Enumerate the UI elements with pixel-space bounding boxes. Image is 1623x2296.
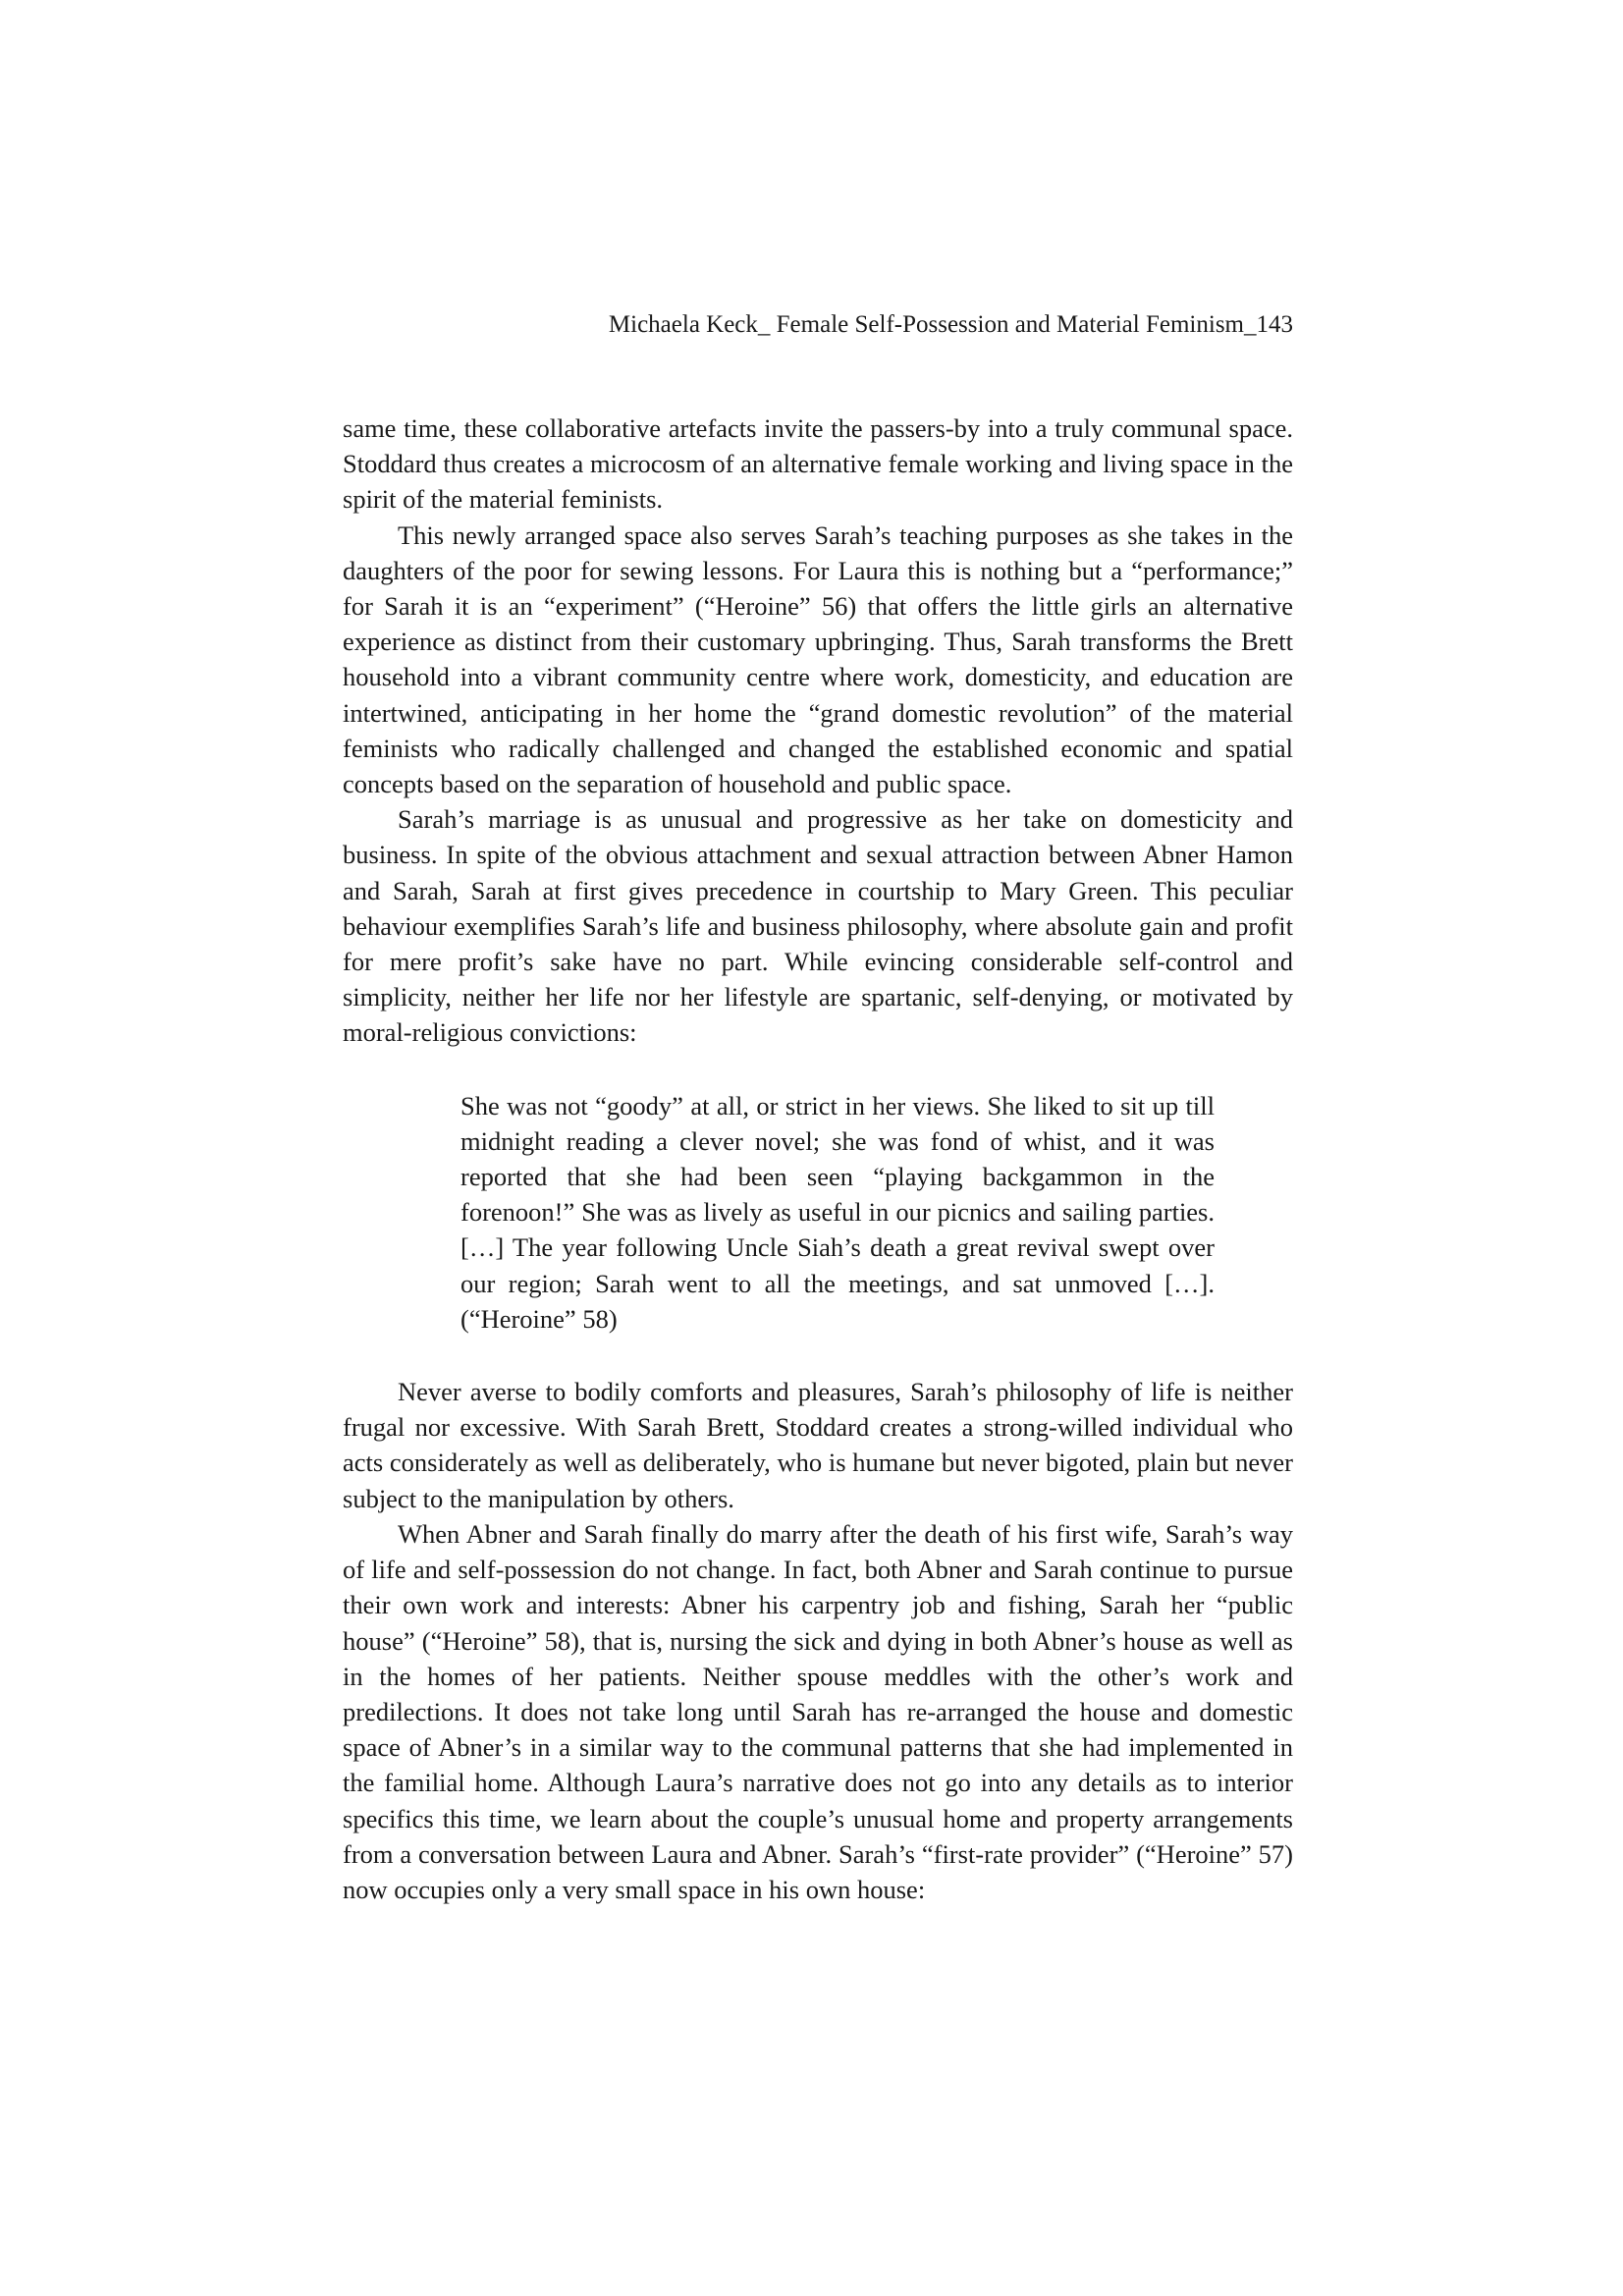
paragraph: When Abner and Sarah finally do marry after the death of his first wife, Sarah’s way of life and self-possession do not change. In fact, both Abner and Sarah continue to pursue their own work and interests: Abner his carpentry job and fishing, Sarah her “public house” (“Heroine” 58), that is, nursing the sick and dying in both Abner’s house as well as in the homes of her patients. Neither spouse meddles with the other’s work and predilections. It does not take long until Sarah has re-arranged the house and domestic space of Abner’s in a similar way to the communal patterns that she had implemented in the familial home. Although Laura’s narrative does not go into any details as to interior specifics this time, we learn about the couple’s unusual home and property arrangements from a conversation between Laura and Abner. Sarah’s “first-rate provider” (“Heroine” 57) now occupies only a very small space in his own house: <box>343 1518 1293 1904</box>
running-header: Michaela Keck_ Female Self-Possession and Material Feminism_143 <box>608 311 1293 338</box>
paragraph-continued: same time, these collaborative artefacts invite the passers-by into a truly communal space. Stoddard thus creates a microcosm of an alternative female working and living space in the spirit of the material feminists. <box>343 413 1293 515</box>
article-body <box>343 410 1293 1907</box>
paragraph: This newly arranged space also serves Sarah’s teaching purposes as she takes in the daughters of the poor for sewing lessons. For Laura this is nothing but a “performance;” for Sarah it is an “experiment” (“Heroine” 56) that offers the little girls an alternative experience as distinct from their customary upbringing. Thus, Sarah transforms the Brett household into a vibrant community centre where work, domesticity, and education are intertwined, anticipating in her home the “grand domestic revolution” of the material feminists who radically challenged and changed the established economic and spatial concepts based on the separation of household and public space. <box>343 519 1293 799</box>
paragraph: Never averse to bodily comforts and pleasures, Sarah’s philosophy of life is neither frugal nor excessive. With Sarah Brett, Stoddard creates a strong-willed individual who acts considerately as well as deliberately, who is humane but never bigoted, plain but never subject to the manipulation by others. <box>343 1377 1293 1513</box>
block-quote: She was not “goody” at all, or strict in her views. She liked to sit up till midnight reading a clever novel; she was fond of whist, and it was reported that she had been seen “playing backgammon in the forenoon!” She was as lively as useful in our picnics and sailing parties. […] The year following Uncle Siah’s death a great revival swept over our region; Sarah went to all the meetings, and sat unmoved […]. (“Heroine” 58) <box>460 1090 1215 1334</box>
paragraph: Sarah’s marriage is as unusual and progressive as her take on domesticity and business. In spite of the obvious attachment and sexual attraction between Abner Hamon and Sarah, Sarah at first gives precedence in courtship to Mary Green. This peculiar behaviour exemplifies Sarah’s life and business philosophy, where absolute gain and profit for mere profit’s sake have no part. While evincing considerable self-control and simplicity, neither her life nor her lifestyle are spartanic, self-denying, or motivated by moral-religious convictions: <box>343 804 1293 1048</box>
